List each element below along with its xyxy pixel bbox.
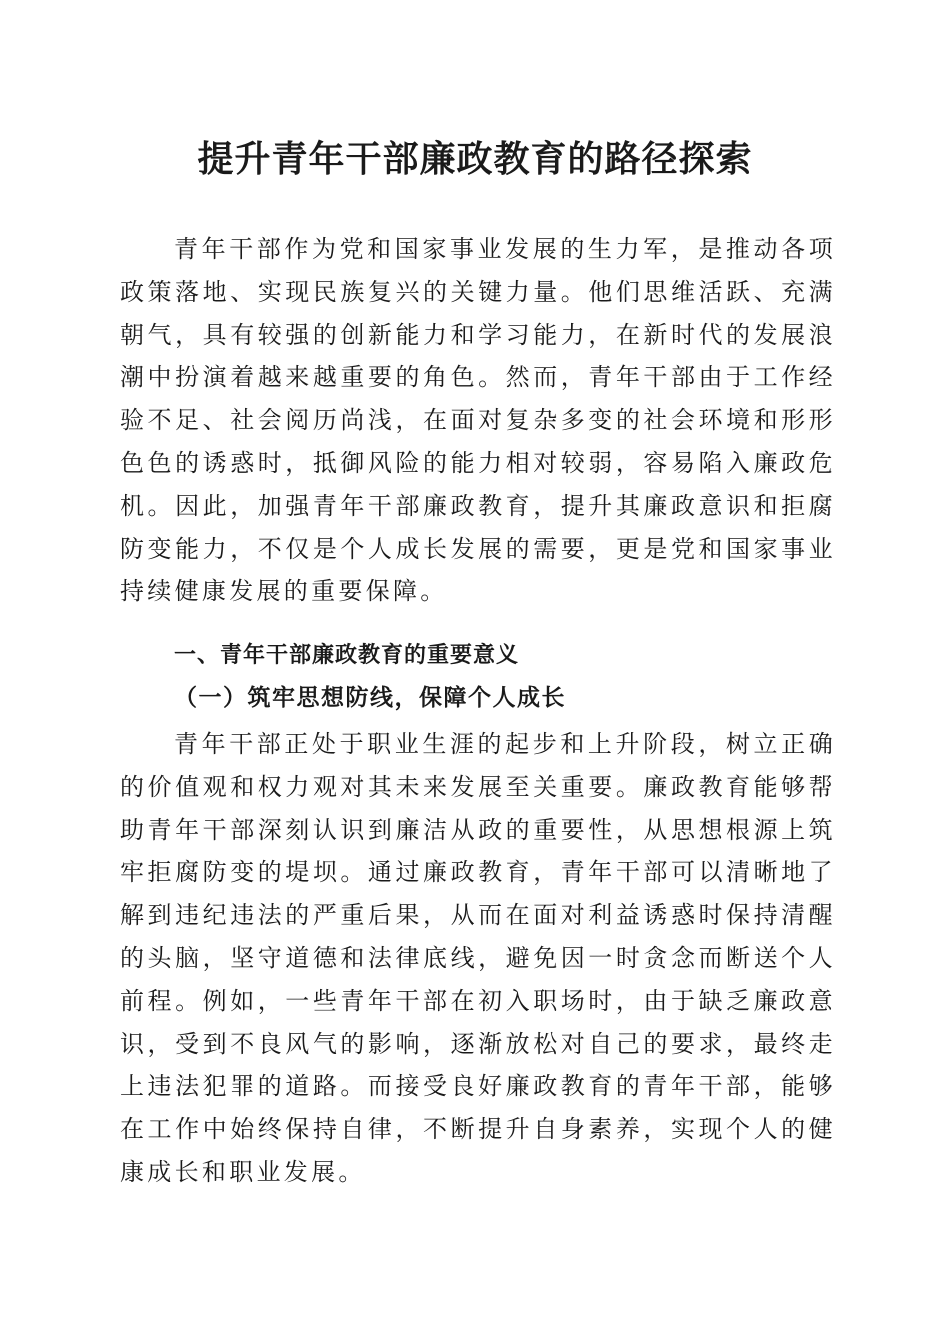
document-title: 提升青年干部廉政教育的路径探索 bbox=[197, 139, 753, 180]
subsection-heading: （一）筑牢思想防线，保障个人成长 bbox=[174, 684, 566, 711]
subsection-1-body bbox=[120, 723, 836, 1194]
section-heading: 一、青年干部廉政教育的重要意义 bbox=[174, 643, 520, 668]
subsection-1 bbox=[120, 678, 836, 718]
body-paragraph: 青年干部正处于职业生涯的起步和上升阶段，树立正确的价值观和权力观对其未来发展至关重要。廉政教育能够帮助青年干部深刻认识到廉洁从政的重要性，从思想根源上筑牢拒腐防变的堤坝。通过廉政教育，青年干部可以清晰地了解到违纪违法的严重后果，从而在面对利益诱惑时保持清醒的头脑，坚守道德和法律底线，避免因一时贪念而断送个人前程。例如，一些青年干部在初入职场时，由于缺乏廉政意识，受到不良风气的影响，逐渐放松对自己的要求，最终走上违法犯罪的道路。而接受良好廉政教育的青年干部，能够在工作中始终保持自律，不断提升自身素养，实现个人的健康成长和职业发展。 bbox=[120, 730, 836, 1186]
intro-paragraph: 青年干部作为党和国家事业发展的生力军，是推动各项政策落地、实现民族复兴的关键力量。他们思维活跃、充满朝气，具有较强的创新能力和学习能力，在新时代的发展浪潮中扮演着越来越重要的角色。然而，青年干部由于工作经验不足、社会阅历尚浅，在面对复杂多变的社会环境和形形色色的诱惑时，抵御风险的能力相对较弱，容易陷入廉政危机。因此，加强青年干部廉政教育，提升其廉政意识和拒腐防变能力，不仅是个人成长发展的需要，更是党和国家事业持续健康发展的重要保障。 bbox=[120, 235, 836, 606]
section-1 bbox=[120, 636, 836, 676]
intro-section bbox=[120, 228, 836, 613]
